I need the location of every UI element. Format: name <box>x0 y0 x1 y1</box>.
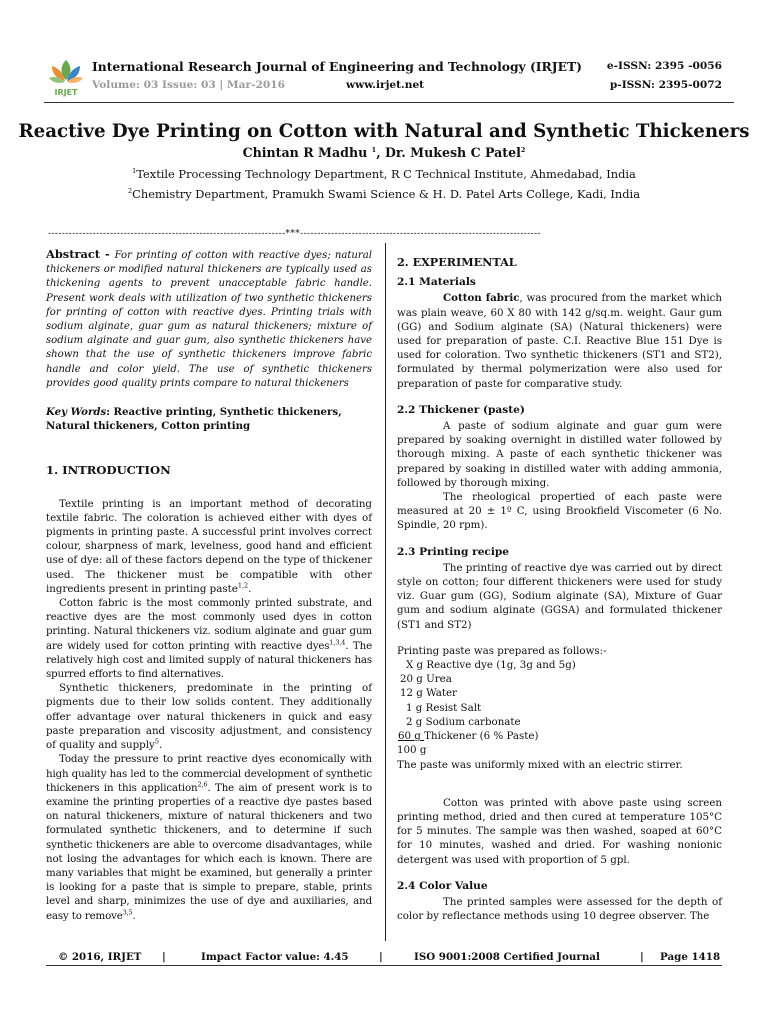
materials-paragraph: Cotton fabric, was procured from the market which was plain weave, 60 X 80 with 142 g/sq.m. weight. Gaur gum (GG) and Sodium alginate (SA) (Natural thickeners) were used for preparation of paste. C.I. Reactive Blue 151 Dye is used for coloration. Two synthetic thickeners (ST1 and ST2), formulated by thermal polymerization were also used for preparation of paste for comparative study. <box>397 292 722 390</box>
materials-bold: Cotton fabric <box>443 292 520 305</box>
left-column <box>46 247 372 923</box>
keywords <box>46 405 372 433</box>
thickener-paragraph-1: A paste of sodium alginate and guar gum were prepared by soaking overnight in distilled water followed by thorough mixing. A paste of each synthetic thickener was prepared by soaking in distilled water with adding ammonia, followed by thorough mixing. <box>397 420 722 489</box>
experimental-heading: 2. EXPERIMENTAL <box>397 255 517 269</box>
recipe-intro: Printing paste was prepared as follows:- <box>397 644 607 657</box>
footer-iso: ISO 9001:2008 Certified Journal <box>414 951 600 963</box>
thickener-heading: 2.2 Thickener (paste) <box>397 403 525 416</box>
column-divider <box>385 243 386 941</box>
intro-paragraph-3: Synthetic thickeners, predominate in the printing of pigments due to their low solids content. They additionally offer advantage over natural thickeners in quick and easy paste preparation and viscosity adjustment, and consistency of quality and supply$^5$. <box>46 682 372 752</box>
affiliation-1-sup: 1 <box>132 167 137 176</box>
author-2-sup: 2 <box>520 145 526 154</box>
recipe-list <box>397 644 722 772</box>
recipe-item: 1 g Resist Salt <box>406 701 482 714</box>
recipe-item: 2 g Sodium carbonate <box>406 715 521 728</box>
printing-recipe-heading: 2.3 Printing recipe <box>397 545 510 558</box>
abstract-label: Abstract - <box>46 247 115 261</box>
footer-separator: | <box>379 951 383 963</box>
e-issn: e-ISSN: 2395 -0056 <box>606 60 722 72</box>
affiliation-2: $^2$Chemistry Department, Pramukh Swami Science & H. D. Patel Arts College, Kadi, India <box>128 187 640 201</box>
affiliation-2-sup: 2 <box>128 187 133 196</box>
abstract <box>46 247 372 391</box>
header-divider <box>44 102 734 103</box>
thickener-paragraph-2: The rheological propertied of each paste were measured at 20 ± 1º C, using Brookfield Viscometer (6 No. Spindle, 20 rpm). <box>397 491 722 532</box>
paper-title: Reactive Dye Printing on Cotton with Natural and Synthetic Thickeners <box>18 121 750 142</box>
recipe-note: The paste was uniformly mixed with an electric stirrer. <box>397 758 683 771</box>
printing-recipe-paragraph: The printing of reactive dye was carried out by direct style on cotton; four different thickeners were used for study viz. Guar gum (GG), Sodium alginate (SA), Mixture of Guar gum and sodium alginate (GGSA) and formulated thickener (ST1 and ST2) <box>397 561 722 631</box>
logo-petals-icon <box>49 60 83 83</box>
irjet-logo <box>44 56 88 98</box>
author-1-sup: 1 <box>371 145 377 154</box>
footer-separator: | <box>162 951 166 963</box>
recipe-total: 100 g <box>397 744 427 757</box>
affiliation-1: $^1$Textile Processing Technology Department, R C Technical Institute, Ahmedabad, India <box>132 167 636 181</box>
keywords-label: Key Words <box>46 406 107 419</box>
citation: 1,3,4 <box>329 638 346 647</box>
recipe-item: 20 g Urea <box>400 673 452 686</box>
recipe-underlined-amount: 60 g <box>398 730 425 743</box>
recipe-item: 12 g Water <box>400 687 457 700</box>
recipe-item: 60 g Thickener (6 % Paste) <box>398 730 539 743</box>
citation: 2,6 <box>197 780 208 789</box>
author-2: , Dr. Mukesh C Patel <box>376 145 521 160</box>
introduction-heading: 1. INTRODUCTION <box>46 463 171 478</box>
color-value-paragraph: The printed samples were assessed for the depth of color by reflectance methods using 10 degree observer. The <box>397 895 722 923</box>
logo-lettering: IRJET <box>54 88 78 97</box>
footer-page-number: Page 1418 <box>660 951 721 963</box>
printing-process-paragraph: Cotton was printed with above paste using screen printing method, dried and then cured at temperature 105°C for 5 minutes. The sample was then washed, soaped at 60°C for 10 minutes, washed and dried. For washing nonionic detergent was used with proportion of 5 gpl. <box>397 796 722 866</box>
intro-paragraph-4: Today the pressure to print reactive dyes economically with high quality has led to the commercial development of synthetic thickeners in this application$^{2,6}$. The aim of present work is to examine the printing properties of a reactive dye pastes based on natural thickeners, mixture of natural thickeners and two formulated synthetic thickeners, and to determine if such synthetic thickeners are able to overcome disadvantages, while not losing the advantages for which each is known. There are many variables that might be examined, but generally a printer is looking for a paste that is simple to prepare, stable, prints level and sharp, minimizes the use of dye and auxiliaries, and easy to remove$^{3,5}$. <box>46 753 372 922</box>
materials-heading: 2.1 Materials <box>397 276 476 289</box>
citation: 5 <box>154 737 159 746</box>
p-issn: p-ISSN: 2395-0072 <box>609 79 722 91</box>
abstract-text: For printing of cotton with reactive dyes; natural thickeners or modified natural thickeners are typically used as thickening agents to prevent unacceptable fabric handle. Present work deals with utilization of two synthetic thickeners for printing of cotton with reactive dyes. Printing trials with sodium alginate, guar gum as natural thickeners; mixture of sodium alginate and guar gum, also synthetic thickeners have shown that the use of synthetic thickeners improve fabric handle and color yield. The use of synthetic thickeners provides good quality prints compare to natural thickeners <box>46 250 373 389</box>
author-1: Chintan R Madhu <box>242 145 372 160</box>
intro-paragraph-2: Cotton fabric is the most commonly printed substrate, and reactive dyes are the most commonly used dyes in cotton printing. Natural thickeners viz. sodium alginate and guar gum are widely used for cotton printing with reactive dyes$^{1,3,4}$. The relatively high cost and limited supply of natural thickeners has spurred efforts to find alternatives. <box>46 597 372 681</box>
color-value-heading: 2.4 Color Value <box>397 879 488 892</box>
footer-divider <box>46 965 722 966</box>
section-separator: ---------------------------------------------------------------------***---------------------------------------------------------------------- <box>48 229 542 239</box>
keywords-text: : Reactive printing, Synthetic thickeners, Natural thickeners, Cotton printing <box>46 406 342 433</box>
right-column <box>397 247 722 923</box>
issue-info: Volume: 03 Issue: 03 | Mar-2016 <box>92 79 285 91</box>
citation: 3,5 <box>122 908 133 917</box>
author-list <box>0 145 768 160</box>
recipe-item: X g Reactive dye (1g, 3g and 5g) <box>406 659 576 672</box>
page-header <box>44 56 734 102</box>
journal-website[interactable]: www.irjet.net <box>346 79 425 91</box>
journal-title: International Research Journal of Engineering and Technology (IRJET) <box>92 59 582 74</box>
footer-copyright: © 2016, IRJET <box>58 951 142 963</box>
footer-separator: | <box>640 951 644 963</box>
intro-paragraph-1: Textile printing is an important method of decorating textile fabric. The coloration is achieved either with dyes of pigments in printing paste. A successful print involves correct colour, sharpness of mark, levelness, good hand and efficient use of dye: all of these factors depend on the type of thickener used. The thickener must be compatible with other ingredients present in printing paste$^{1,2}$. <box>46 497 372 595</box>
citation: 1,2 <box>237 581 249 590</box>
footer-impact-factor: Impact Factor value: 4.45 <box>201 951 349 963</box>
